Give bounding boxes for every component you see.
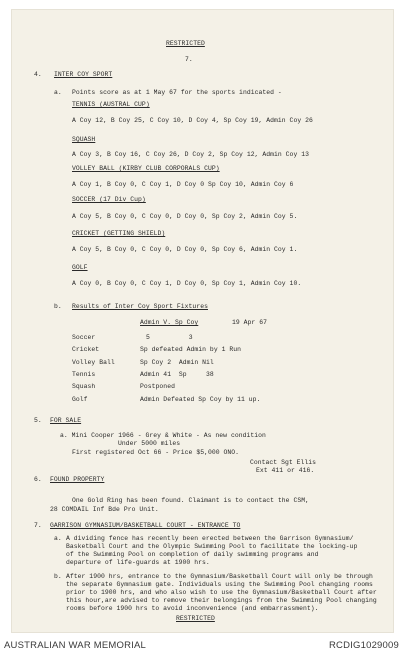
cricket-title: CRICKET (GETTING SHIELD) xyxy=(72,230,166,237)
tennis-title: TENNIS (AUSTRAL CUP) xyxy=(72,101,150,108)
result-sport: Squash xyxy=(72,383,96,390)
points-intro: Points score as at 1 May 67 for the sports indicated - xyxy=(72,89,282,96)
golf-scores: A Coy 0, B Coy 0, C Coy 1, D Coy 0, Sp Coy 1, Admin Coy 10. xyxy=(72,280,302,287)
section-6-title: FOUND PROPERTY xyxy=(50,476,105,483)
gym-a-line: of the Swimming Pool on completion of daily swimming programs and xyxy=(66,551,319,558)
section-4-title: INTER COY SPORT xyxy=(54,71,113,78)
found-property-line-1: One Gold Ring has been found. Claimant is to contact the CSM, xyxy=(72,497,309,504)
gym-a-line: departure of life-guards at 1900 hrs. xyxy=(66,559,210,566)
squash-title: SQUASH xyxy=(72,136,96,143)
result-value: 5 3 xyxy=(146,334,193,341)
for-sale-line-1: a. Mini Cooper 1966 - Grey & White - As new condition xyxy=(60,432,266,439)
squash-scores: A Coy 3, B Coy 16, C Coy 26, D Coy 2, Sp Coy 12, Admin Coy 13 xyxy=(72,151,309,158)
result-value: Postponed xyxy=(140,383,175,390)
volleyball-title: VOLLEY BALL (KIRBY CLUB CORPORALS CUP) xyxy=(72,165,220,172)
gym-b-line: the separate Gymnasium gate. Individuals using the Swimming Pool changing rooms xyxy=(66,581,373,588)
gym-b-line: rooms before 1900 hrs to avoid inconvenience (and embarrassment). xyxy=(66,605,319,612)
result-value: Sp Coy 2 Admin Nil xyxy=(140,359,214,366)
archive-footer xyxy=(0,637,403,653)
section-6-number: 6. xyxy=(34,476,42,483)
for-sale-contact-2: Ext 411 or 416. xyxy=(256,467,315,474)
fixture-match: Admin V. Sp Coy xyxy=(140,319,199,326)
volleyball-scores: A Coy 1, B Coy 0, C Coy 1, D Coy 0 Sp Coy 10, Admin Coy 6 xyxy=(72,181,294,188)
section-7-title: GARRISON GYMNASIUM/BASKETBALL COURT - ENTRANCE TO xyxy=(50,522,241,529)
results-title: Results of Inter Coy Sport Fixtures xyxy=(72,303,208,310)
subsection-b-marker: b. xyxy=(54,303,62,310)
soccer-scores: A Coy 5, B Coy 0, C Coy 0, D Coy 0, Sp Coy 2, Admin Coy 5. xyxy=(72,213,298,220)
tennis-scores: A Coy 12, B Coy 25, C Coy 10, D Coy 4, Sp Coy 19, Admin Coy 26 xyxy=(72,117,313,124)
section-5-title: FOR SALE xyxy=(50,417,82,424)
cricket-scores: A Coy 5, B Coy 0, C Coy 0, D Coy 0, Sp Coy 6, Admin Coy 1. xyxy=(72,246,298,253)
result-value: Admin 41 Sp 38 xyxy=(140,371,214,378)
result-sport: Golf xyxy=(72,396,88,403)
classification-heading: RESTRICTED xyxy=(166,40,205,47)
archive-source: AUSTRALIAN WAR MEMORIAL xyxy=(4,640,147,651)
gym-a-line: Basketball Court and the Olympic Swimming Pool to facilitate the locking-up xyxy=(66,543,358,550)
soccer-title: SOCCER (17 Div Cup) xyxy=(72,196,146,203)
section-7-number: 7. xyxy=(34,522,42,529)
result-sport: Cricket xyxy=(72,346,100,353)
archive-id: RCDIG1029009 xyxy=(329,640,399,651)
result-value: Sp defeated Admin by 1 Run xyxy=(140,346,242,353)
fixture-date: 19 Apr 67 xyxy=(232,319,267,326)
for-sale-line-2: Under 5000 miles xyxy=(118,440,181,447)
page-number: 7. xyxy=(185,56,193,63)
golf-title: GOLF xyxy=(72,264,88,271)
result-sport: Tennis xyxy=(72,371,96,378)
restricted-footer: RESTRICTED xyxy=(176,615,215,622)
gym-b-line: After 1900 hrs, entrance to the Gymnasium/Basketball Court will only be through xyxy=(66,573,373,580)
found-property-line-2: 28 COMDAIL Inf Bde Pro Unit. xyxy=(50,506,159,513)
subsection-a-marker: a. xyxy=(54,89,62,96)
section-5-number: 5. xyxy=(34,417,42,424)
gym-b-line: this hour,are advised to remove their belongings from the Swimming Pool changing xyxy=(66,597,377,604)
section-4-number: 4. xyxy=(34,71,42,78)
gym-b-line: prior to 1900 hrs, and who also wish to use the Gymnasium/Basketball Court after xyxy=(66,589,377,596)
result-sport: Volley Ball xyxy=(72,359,115,366)
gym-b-marker: b. xyxy=(54,573,62,580)
result-value: Admin Defeated Sp Coy by 11 up. xyxy=(140,396,261,403)
result-sport: Soccer xyxy=(72,334,96,341)
for-sale-contact-1: Contact Sgt Ellis xyxy=(250,459,317,466)
gym-a-marker: a. xyxy=(54,535,62,542)
gym-a-line: A dividing fence has recently been erected between the Garrison Gymnasium/ xyxy=(66,535,354,542)
for-sale-line-3: First registered Oct 66 - Price $5,000 ONO. xyxy=(72,449,240,456)
